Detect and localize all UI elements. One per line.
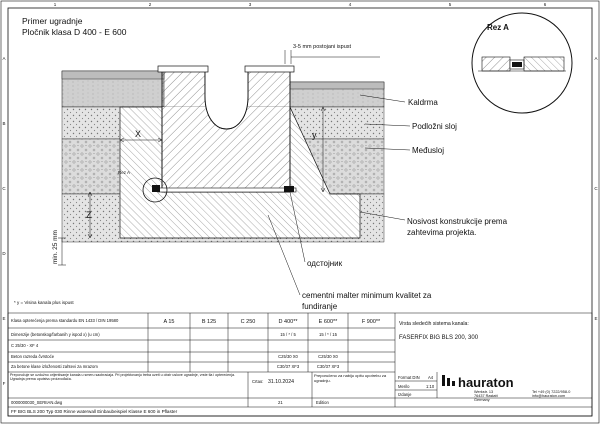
sheet-number: 21: [278, 400, 283, 405]
dimension-y: y: [312, 130, 317, 140]
grid-row-d: D: [2, 251, 6, 256]
paving-top-left: [62, 71, 164, 79]
section-a-detail: [472, 13, 572, 113]
format-label: Format DIN: [398, 375, 420, 380]
tb-row-req: Za betone klase izloženosti zahtevi za mrazom: [11, 364, 98, 369]
channel-trough: [205, 71, 248, 129]
brand-contact-1: Tel +49 (0) 7222/958-0: [532, 390, 571, 394]
conc-d1: C25/30 X0: [278, 354, 298, 359]
label-spacer: одстојник: [307, 259, 343, 268]
label-intermediate: Međusloj: [412, 146, 445, 155]
gap-note: 3-5 mm postojani ispust: [293, 44, 352, 50]
brand-address-2: 76437 Rastatt: [474, 394, 498, 398]
label-bearing-1: Nosivost konstrukcije prema: [407, 217, 508, 226]
label-paving: Kaldrma: [408, 98, 438, 107]
edition-label: Izdanje: [398, 392, 412, 397]
dims-e: 15 / * / 15: [319, 332, 337, 337]
tb-row-conc2: Beton razreda čvrstoće: [11, 354, 55, 359]
grid-row-a-right: A: [594, 56, 598, 61]
tb-note-box: [10, 373, 246, 398]
drawing-title: Primer ugradnje: [22, 16, 83, 26]
class-a15: A 15: [163, 319, 175, 325]
tb-row-dims: Dimenzije (betonskog/farbanih y ispod x) (u cm): [11, 332, 100, 337]
grid-col-2: 2: [148, 2, 152, 7]
label-bearing-2: zahtevima projekta.: [407, 228, 477, 237]
grid-row-c: C: [2, 186, 6, 191]
tb-header-note: Klasa opterećenja prema standardu EN 1433 / DIN 19580: [11, 318, 119, 323]
format-value: A4: [428, 375, 434, 380]
dimension-x: X: [135, 129, 142, 139]
label-mortar-1: cementni malter minimum kvalitet za: [302, 291, 432, 300]
conc-e2: C30/37 XF3: [316, 364, 340, 369]
drawing-subtitle: Pločnik klasa D 400 - E 600: [22, 27, 127, 37]
dimension-min: min. 25 mm: [52, 230, 59, 264]
brand-address-1: Werkstr. 13: [474, 390, 494, 394]
grid-row-f: F: [2, 381, 6, 386]
tb-remark-box: [314, 373, 394, 397]
detail-label: Rez A: [118, 170, 131, 175]
product-label: Vrsta sledećih sistema kanala:: [399, 321, 469, 327]
brand-address-3: Germany: [474, 398, 490, 402]
tb-row-conc1: C 25/30 - XF 4: [11, 343, 39, 348]
grid-row-e-right: E: [594, 316, 598, 321]
product-name: FASERFIX BIG BLS 200, 300: [399, 335, 479, 341]
class-d400: D 400**: [278, 319, 298, 325]
footnote: * y = Visina kanala plus ispust: [14, 300, 74, 305]
grid-col-3: 3: [248, 2, 252, 7]
label-mortar-2: fundiranje: [302, 302, 338, 311]
draw-label: Crtao:: [252, 379, 264, 384]
label-base-layer: Podložni sloj: [412, 122, 457, 131]
conc-d2: C30/37 XF3: [276, 364, 300, 369]
spacer-block: [284, 186, 294, 192]
channel-flange-left: [158, 66, 208, 72]
class-e600: E 600**: [318, 319, 338, 325]
class-c250: C 250: [240, 319, 256, 325]
grid-col-5: 5: [448, 2, 452, 7]
conc-e1: C25/30 X0: [318, 354, 338, 359]
edition: Edition: [316, 400, 329, 405]
paving-top-right: [290, 82, 384, 89]
brand-name: hauraton: [458, 375, 514, 390]
channel-flange-right: [245, 66, 294, 72]
grid-col-4: 4: [348, 2, 352, 7]
channel-base-plate: [158, 188, 296, 192]
scale-label: Merilo: [398, 384, 410, 389]
class-f900: F 900**: [361, 319, 381, 325]
grid-row-b: B: [2, 121, 6, 126]
tb-remark: Preporučeno za nabiju opitu upotrebu za ugradnju.: [314, 373, 387, 383]
grid-row-a: A: [2, 56, 6, 61]
tb-note: Preporučuje se uzdužno orijentisanje kanala u smeru saobraćaja. Pri projektovanju treba uzeti u obzir uslove ugradnje, vrste tla i opterećenja. Ugradnja prema uputstvu proizvođača.: [10, 373, 235, 382]
brand-contact-2: info@hauraton.com: [532, 394, 566, 398]
grid-col-1: 1: [53, 2, 57, 7]
section-a-label: Rez A: [487, 23, 509, 32]
hauraton-logo: [442, 375, 514, 390]
dims-d: 15 / * / 5: [280, 332, 296, 337]
grid-row-c-right: C: [594, 186, 598, 191]
grid-col-6: 6: [543, 2, 547, 7]
grid-row-e: E: [2, 316, 6, 321]
drawing-caption: FF BIG BLS 200 Typ 030 Rinne waterwall Einbaubeispiel Klasse E 600 in Pflaster: [11, 409, 178, 414]
dimension-z: Z: [86, 210, 92, 220]
class-b125: B 125: [201, 319, 217, 325]
scale-value: 1:10: [426, 384, 435, 389]
spacer-block-left: [152, 185, 160, 192]
drawing-number: 0000000030_SERIIAN.dwg: [11, 400, 63, 405]
draw-date: 31.10.2024: [268, 379, 294, 385]
